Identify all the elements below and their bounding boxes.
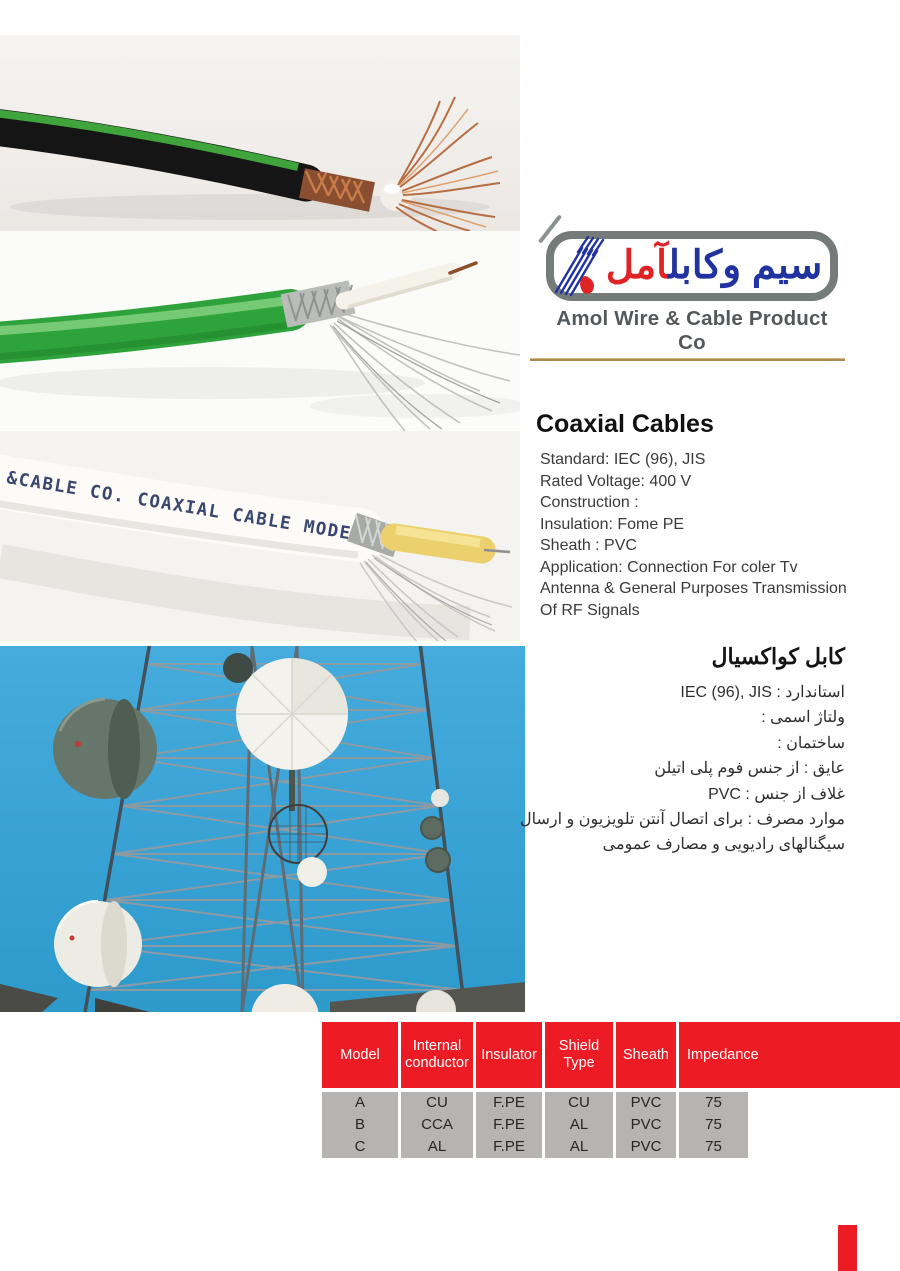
table-header-sheath: Sheath [616,1022,676,1088]
spec-line-fa: سیگنالهای رادیویی و مصارف عمومی [602,836,845,854]
spec-line: Rated Voltage: 400 V [540,472,692,490]
table-cell: F.PE [493,1116,525,1133]
logo-title-red: آمل [605,244,668,287]
table-column-shield-type [545,1092,613,1158]
persian-spec-list [505,680,845,858]
spec-table [322,1022,900,1158]
gold-divider-line [530,358,845,361]
table-column-insulator [476,1092,542,1158]
spec-line-fa: استاندارد : IEC (96), JIS [680,684,845,701]
spec-line-fa: موارد مصرف : برای اتصال آنتن تلویزیون و ارسال [520,810,845,828]
table-cell: PVC [630,1116,662,1133]
spec-line: Standard: IEC (96), JIS [540,451,706,468]
company-logo-title [598,237,830,295]
spec-line: Antenna & General Purposes Transmission [540,580,847,597]
section-title-english: Coaxial Cables [536,410,714,438]
table-cell: AL [569,1138,589,1155]
spec-line: Sheath : PVC [540,537,637,554]
table-cell: C [354,1138,366,1155]
section-title-persian: کابل کواکسیال [711,644,845,669]
table-cell: 75 [705,1138,722,1155]
table-column-impedance [679,1092,748,1158]
table-cell: CCA [421,1116,453,1133]
logo-title-blue: سیم وکابل [668,244,823,287]
table-cell: AL [569,1116,589,1133]
white-coax-photo [0,431,520,641]
table-cell: A [354,1094,365,1111]
spec-line: Application: Connection For coler Tv [540,558,798,576]
table-cell: PVC [630,1138,662,1155]
table-cell: F.PE [493,1094,525,1111]
white-coax-illustration [0,431,520,641]
table-cell: B [354,1116,365,1133]
page-corner-red-mark [838,1225,857,1271]
table-header-internal-conductor: Internal conductor [401,1022,473,1088]
antenna-tower-illustration [0,646,525,1012]
table-column-model [322,1092,398,1158]
table-cell: CU [426,1094,448,1111]
table-header-shield-type: Shield Type [545,1022,613,1088]
cable-print-text: &CABLE CO. COAXIAL CABLE MODE [5,468,353,545]
table-header-model: Model [322,1022,398,1088]
spec-line-fa: ساختمان : [777,734,845,752]
spec-line: Construction : [540,494,639,511]
table-cell: 75 [705,1094,722,1111]
table-cell: 75 [705,1116,722,1133]
antenna-tower-photo [0,646,525,1012]
black-cable-illustration [0,35,520,231]
spec-line-fa: ولتاژ اسمی : [761,709,845,727]
table-header-insulator: Insulator [476,1022,542,1088]
table-header-impedance: Impedance [679,1022,900,1088]
table-cell: PVC [630,1094,662,1111]
spec-line-fa: غلاف از جنس : PVC [708,785,845,803]
green-cable-photo [0,231,520,431]
table-cell: CU [568,1094,590,1111]
black-cable-photo [0,35,520,231]
spec-line-fa: عایق : از جنس فوم پلی اتیلن [654,760,845,778]
table-column-internal-conductor [401,1092,473,1158]
spec-line: Insulation: Fome PE [540,515,685,533]
table-cell: AL [427,1138,447,1155]
green-cable-illustration [0,231,520,431]
english-spec-list [540,449,890,621]
table-column-sheath [616,1092,676,1158]
table-cell: F.PE [493,1138,525,1155]
company-name-english: Amol Wire & Cable Product Co [556,307,828,354]
spec-line: Of RF Signals [540,601,640,619]
